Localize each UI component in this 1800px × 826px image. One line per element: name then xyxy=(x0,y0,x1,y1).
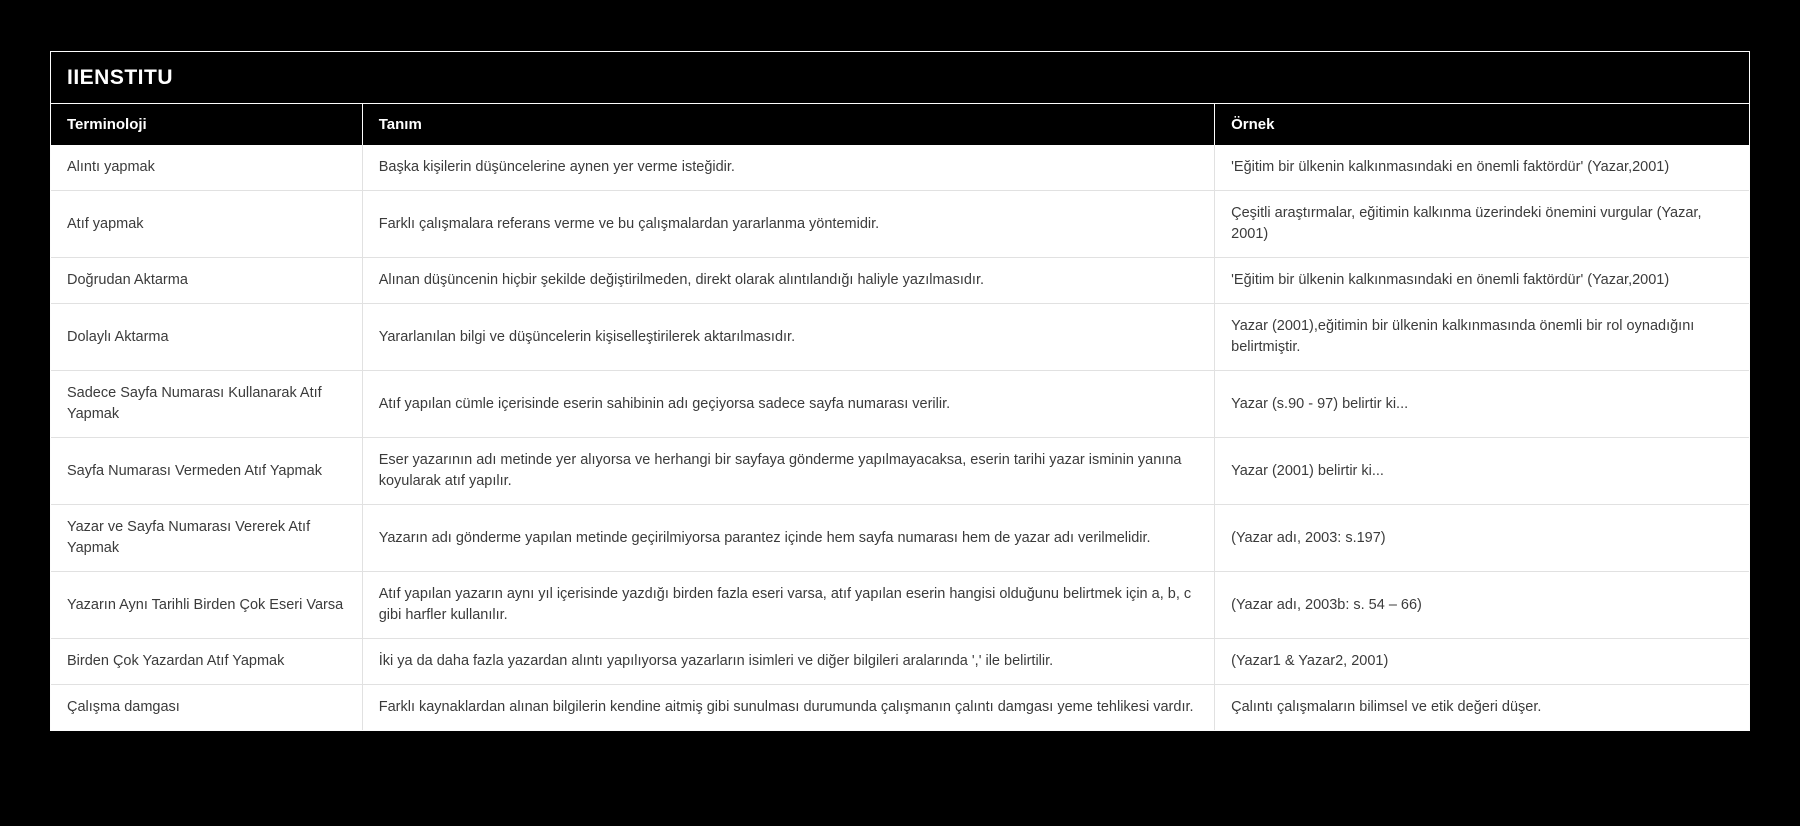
terminology-table xyxy=(51,104,1749,730)
page-title: IIENSTITU xyxy=(67,66,174,89)
definition-cell: Atıf yapılan yazarın aynı yıl içerisinde yazdığı birden fazla eseri varsa, atıf yapılan eserin hangisi olduğunu belirtmek için a, b, c gibi harfler kullanılır. xyxy=(362,571,1214,638)
definition-cell: Yazarın adı gönderme yapılan metinde geçirilmiyorsa parantez içinde hem sayfa numarası hem de yazar adı verilmelidir. xyxy=(362,504,1214,571)
term-cell: Sayfa Numarası Vermeden Atıf Yapmak xyxy=(51,437,362,504)
table-body xyxy=(51,145,1749,730)
table-row xyxy=(51,190,1749,257)
term-cell: Sadece Sayfa Numarası Kullanarak Atıf Yapmak xyxy=(51,370,362,437)
term-cell: Birden Çok Yazardan Atıf Yapmak xyxy=(51,638,362,684)
example-cell: Çalıntı çalışmaların bilimsel ve etik değeri düşer. xyxy=(1214,684,1749,730)
definition-cell: Farklı çalışmalara referans verme ve bu çalışmalardan yararlanma yöntemidir. xyxy=(362,190,1214,257)
table-row xyxy=(51,638,1749,684)
term-cell: Alıntı yapmak xyxy=(51,145,362,190)
example-cell: Çeşitli araştırmalar, eğitimin kalkınma üzerindeki önemini vurgular (Yazar, 2001) xyxy=(1214,190,1749,257)
example-cell: Yazar (2001),eğitimin bir ülkenin kalkınmasında önemli bir rol oynadığını belirtmiştir. xyxy=(1214,303,1749,370)
term-cell: Yazar ve Sayfa Numarası Vererek Atıf Yapmak xyxy=(51,504,362,571)
term-cell: Çalışma damgası xyxy=(51,684,362,730)
definition-cell: Yararlanılan bilgi ve düşüncelerin kişiselleştirilerek aktarılmasıdır. xyxy=(362,303,1214,370)
table-row xyxy=(51,504,1749,571)
table-row xyxy=(51,303,1749,370)
example-cell: 'Eğitim bir ülkenin kalkınmasındaki en önemli faktördür' (Yazar,2001) xyxy=(1214,145,1749,190)
definition-cell: Eser yazarının adı metinde yer alıyorsa ve herhangi bir sayfaya gönderme yapılmayacaksa, eserin tarihi yazar isminin yanına koyularak atıf yapılır. xyxy=(362,437,1214,504)
terminology-panel xyxy=(50,51,1750,731)
table-row xyxy=(51,257,1749,303)
table-header xyxy=(51,104,1749,145)
example-cell: (Yazar1 & Yazar2, 2001) xyxy=(1214,638,1749,684)
example-cell: (Yazar adı, 2003: s.197) xyxy=(1214,504,1749,571)
term-cell: Doğrudan Aktarma xyxy=(51,257,362,303)
table-row xyxy=(51,145,1749,190)
example-cell: Yazar (s.90 - 97) belirtir ki... xyxy=(1214,370,1749,437)
table-row xyxy=(51,684,1749,730)
definition-cell: Atıf yapılan cümle içerisinde eserin sahibinin adı geçiyorsa sadece sayfa numarası verilir. xyxy=(362,370,1214,437)
example-cell: (Yazar adı, 2003b: s. 54 – 66) xyxy=(1214,571,1749,638)
column-header-tanim: Tanım xyxy=(362,104,1214,145)
term-cell: Dolaylı Aktarma xyxy=(51,303,362,370)
definition-cell: İki ya da daha fazla yazardan alıntı yapılıyorsa yazarların isimleri ve diğer bilgileri aralarında ',' ile belirtilir. xyxy=(362,638,1214,684)
term-cell: Yazarın Aynı Tarihli Birden Çok Eseri Varsa xyxy=(51,571,362,638)
table-row xyxy=(51,370,1749,437)
definition-cell: Alınan düşüncenin hiçbir şekilde değiştirilmeden, direkt olarak alıntılandığı haliyle yazılmasıdır. xyxy=(362,257,1214,303)
column-header-ornek: Örnek xyxy=(1214,104,1749,145)
table-row xyxy=(51,571,1749,638)
example-cell: Yazar (2001) belirtir ki... xyxy=(1214,437,1749,504)
definition-cell: Farklı kaynaklardan alınan bilgilerin kendine aitmiş gibi sunulması durumunda çalışmanın çalıntı damgası yeme tehlikesi vardır. xyxy=(362,684,1214,730)
term-cell: Atıf yapmak xyxy=(51,190,362,257)
panel-title-bar xyxy=(51,52,1749,104)
header-row xyxy=(51,104,1749,145)
definition-cell: Başka kişilerin düşüncelerine aynen yer verme isteğidir. xyxy=(362,145,1214,190)
example-cell: 'Eğitim bir ülkenin kalkınmasındaki en önemli faktördür' (Yazar,2001) xyxy=(1214,257,1749,303)
column-header-terminoloji: Terminoloji xyxy=(51,104,362,145)
table-row xyxy=(51,437,1749,504)
